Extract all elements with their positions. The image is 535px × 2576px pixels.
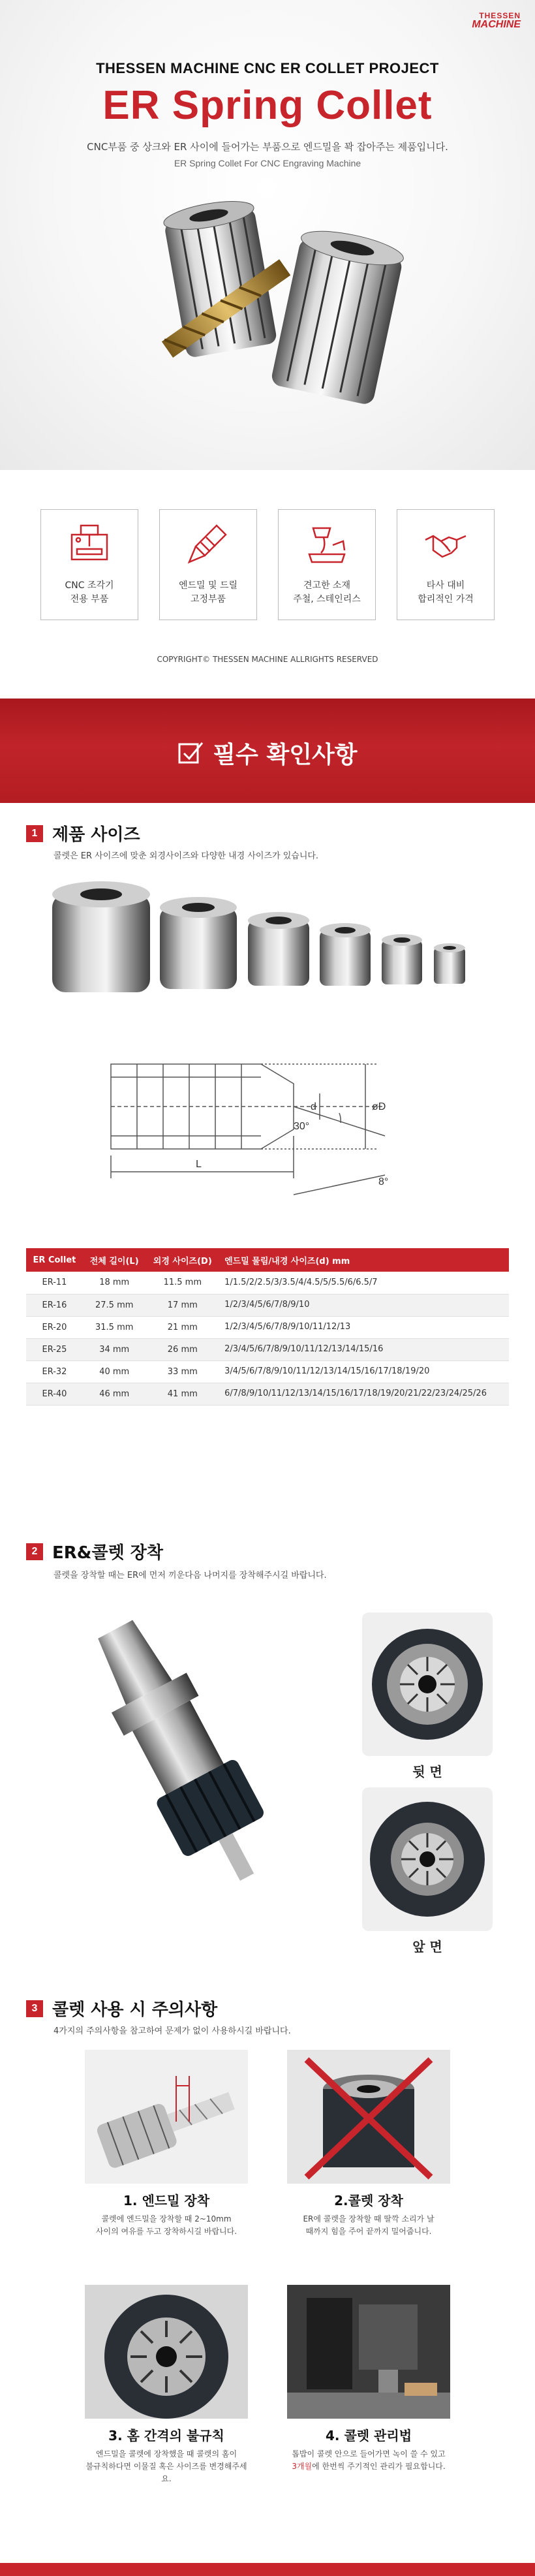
tip-line1: 톱밥이 콜렛 안으로 들어가면 녹이 쓸 수 있고 bbox=[292, 2449, 446, 2458]
cell-outer: 33 mm bbox=[146, 1360, 220, 1383]
collet-dimension-diagram bbox=[98, 1038, 450, 1214]
feature-card bbox=[278, 509, 376, 620]
tip-line2: 에 한번씩 주기적인 관리가 필요합니다. bbox=[312, 2462, 446, 2472]
cell-outer: 11.5 mm bbox=[146, 1272, 220, 1294]
cell-length: 27.5 mm bbox=[83, 1294, 146, 1316]
header-inner-size: 엔드밀 물림/내경 사이즈(d) mm bbox=[219, 1248, 509, 1272]
collet-hero-image bbox=[78, 176, 470, 463]
cell-model: ER-40 bbox=[26, 1383, 83, 1405]
section-number: 1 bbox=[26, 825, 43, 842]
er-holder-image bbox=[52, 1606, 313, 1906]
casting-icon bbox=[304, 522, 350, 567]
section-number: 3 bbox=[26, 2000, 43, 2017]
feature-line1: 견고한 소재 bbox=[303, 580, 351, 591]
handshake-icon bbox=[423, 522, 468, 567]
cell-outer: 17 mm bbox=[146, 1294, 220, 1316]
section2-heading bbox=[26, 1539, 163, 1563]
collet-maintenance-image bbox=[287, 2285, 450, 2419]
endmill-icon bbox=[185, 522, 231, 567]
cell-inner: 1/2/3/4/5/6/7/8/9/10/11/12/13 bbox=[219, 1316, 509, 1338]
cell-length: 31.5 mm bbox=[83, 1316, 146, 1338]
section-title: 제품 사이즈 bbox=[52, 825, 140, 845]
feature-line1: 엔드밀 및 드릴 bbox=[178, 580, 238, 591]
tip-card bbox=[287, 2050, 450, 2238]
tip-line1: ER에 콜렛을 장착할 때 딸깍 소리가 날 bbox=[303, 2214, 435, 2223]
feature-line1: 타사 대비 bbox=[426, 580, 465, 591]
feature-cards bbox=[40, 509, 495, 620]
endmill-mount-image bbox=[85, 2050, 248, 2184]
tip-line2: 사이의 여유를 두고 장착하시길 바랍니다. bbox=[95, 2227, 237, 2237]
banner-title: 필수 확인사항 bbox=[213, 742, 358, 768]
header-length: 전체 길이(L) bbox=[83, 1248, 146, 1272]
cell-model: ER-32 bbox=[26, 1360, 83, 1383]
tip-card bbox=[287, 2285, 450, 2473]
dim-D-label: øD bbox=[372, 1101, 386, 1112]
header-er-collet: ER Collet bbox=[26, 1248, 83, 1272]
tip-line2: 불규칙하다면 이물질 혹은 사이즈를 변경해주세요. bbox=[85, 2462, 247, 2484]
tip-highlight: 3개월 bbox=[292, 2462, 313, 2472]
checkbox-icon bbox=[177, 740, 204, 772]
cell-model: ER-11 bbox=[26, 1272, 83, 1294]
table-row bbox=[26, 1338, 509, 1360]
cell-model: ER-16 bbox=[26, 1294, 83, 1316]
cell-length: 40 mm bbox=[83, 1360, 146, 1383]
table-row bbox=[26, 1383, 509, 1405]
feature-card bbox=[397, 509, 495, 620]
cell-outer: 26 mm bbox=[146, 1338, 220, 1360]
bottom-accent-strip bbox=[0, 2563, 535, 2576]
section3-description: 4가지의 주의사항을 참고하여 문제가 없이 사용하시길 바랍니다. bbox=[54, 2026, 291, 2036]
cell-inner: 3/4/5/6/7/8/9/10/11/12/13/14/15/16/17/18/19/20 bbox=[219, 1360, 509, 1383]
back-view-label: 뒷 면 bbox=[412, 1764, 442, 1780]
section3-heading bbox=[26, 1996, 217, 2020]
section1-description: 콜렛은 ER 사이즈에 맞춘 외경사이즈와 다양한 내경 사이즈가 있습니다. bbox=[54, 851, 319, 861]
cell-inner: 6/7/8/9/10/11/12/13/14/15/16/17/18/19/20/21/22/23/24/25/26 bbox=[219, 1383, 509, 1405]
section-title: ER&콜렛 장착 bbox=[52, 1543, 163, 1563]
cell-length: 34 mm bbox=[83, 1338, 146, 1360]
dim-angle2-label: 8° bbox=[378, 1176, 389, 1187]
feature-line2: 합리적인 가격 bbox=[418, 594, 474, 605]
required-check-banner bbox=[0, 699, 535, 803]
cell-outer: 41 mm bbox=[146, 1383, 220, 1405]
table-row bbox=[26, 1294, 509, 1316]
dim-L-label: L bbox=[196, 1159, 202, 1170]
front-view-label: 앞 면 bbox=[412, 1939, 442, 1955]
table-row bbox=[26, 1316, 509, 1338]
brand-line1: THESSEN bbox=[479, 11, 521, 20]
copyright-text: COPYRIGHT© THESSEN MACHINE ALLRIGHTS RESERVED bbox=[157, 655, 378, 664]
section2-description: 콜렛을 장착할 때는 ER에 먼저 끼운다음 나머지를 장착해주시길 바랍니다. bbox=[54, 1571, 327, 1580]
collet-spec-table bbox=[26, 1248, 509, 1406]
dim-angle-label: 30° bbox=[294, 1121, 310, 1132]
header-outer-size: 외경 사이즈(D) bbox=[146, 1248, 220, 1272]
tip-card bbox=[85, 2285, 248, 2486]
main-title: ER Spring Collet bbox=[102, 83, 433, 128]
tip-title: 1. 엔드밀 장착 bbox=[123, 2193, 210, 2208]
dim-d-label: d bbox=[311, 1101, 316, 1112]
hero-section bbox=[0, 0, 535, 470]
tip-title: 3. 홈 간격의 불규칙 bbox=[108, 2428, 224, 2443]
table-row bbox=[26, 1360, 509, 1383]
subtitle-korean: CNC부품 중 상크와 ER 사이에 들어가는 부품으로 엔드밀을 꽉 잡아주는 제품입니다. bbox=[87, 141, 448, 153]
tip-card bbox=[85, 2050, 248, 2238]
table-header-row bbox=[26, 1248, 509, 1272]
cell-length: 46 mm bbox=[83, 1383, 146, 1405]
collet-mount-image bbox=[287, 2050, 450, 2184]
tip-line1: 콜렛에 엔드밀을 장착할 때 2~10mm bbox=[101, 2214, 232, 2223]
feature-card bbox=[40, 509, 138, 620]
cell-inner: 1/2/3/4/5/6/7/8/9/10 bbox=[219, 1294, 509, 1316]
feature-line2: 고정부품 bbox=[190, 594, 226, 605]
brand-line2: MACHINE bbox=[472, 19, 521, 30]
feature-line2: 전용 부품 bbox=[70, 594, 109, 605]
brand-logo bbox=[472, 12, 521, 30]
project-title: THESSEN MACHINE CNC ER COLLET PROJECT bbox=[96, 60, 439, 76]
cell-length: 18 mm bbox=[83, 1272, 146, 1294]
subtitle-english: ER Spring Collet For CNC Engraving Machine bbox=[174, 158, 361, 168]
section1-heading bbox=[26, 821, 140, 845]
collet-front-view-image bbox=[362, 1787, 493, 1931]
tip-title: 4. 콜렛 관리법 bbox=[325, 2428, 412, 2443]
cnc-machine-icon bbox=[67, 522, 112, 567]
groove-gap-image bbox=[85, 2285, 248, 2419]
tip-line2: 때까지 힘을 주어 끝까지 밀어줍니다. bbox=[305, 2227, 432, 2237]
feature-line2: 주철, 스테인리스 bbox=[293, 594, 361, 605]
tip-title: 2.콜렛 장착 bbox=[334, 2193, 403, 2208]
collet-back-view-image bbox=[362, 1612, 493, 1756]
cell-model: ER-25 bbox=[26, 1338, 83, 1360]
cell-model: ER-20 bbox=[26, 1316, 83, 1338]
feature-line1: CNC 조각기 bbox=[65, 580, 114, 591]
collet-sizes-image bbox=[46, 868, 489, 1012]
section-title: 콜렛 사용 시 주의사항 bbox=[52, 2000, 218, 2020]
cell-inner: 2/3/4/5/6/7/8/9/10/11/12/13/14/15/16 bbox=[219, 1338, 509, 1360]
cell-inner: 1/1.5/2/2.5/3/3.5/4/4.5/5/5.5/6/6.5/7 bbox=[219, 1272, 509, 1294]
tip-line1: 엔드밀을 콜렛에 장착했을 때 콜렛의 홈이 bbox=[95, 2449, 237, 2458]
table-row bbox=[26, 1272, 509, 1294]
feature-card bbox=[159, 509, 257, 620]
section-number: 2 bbox=[26, 1543, 43, 1560]
cell-outer: 21 mm bbox=[146, 1316, 220, 1338]
